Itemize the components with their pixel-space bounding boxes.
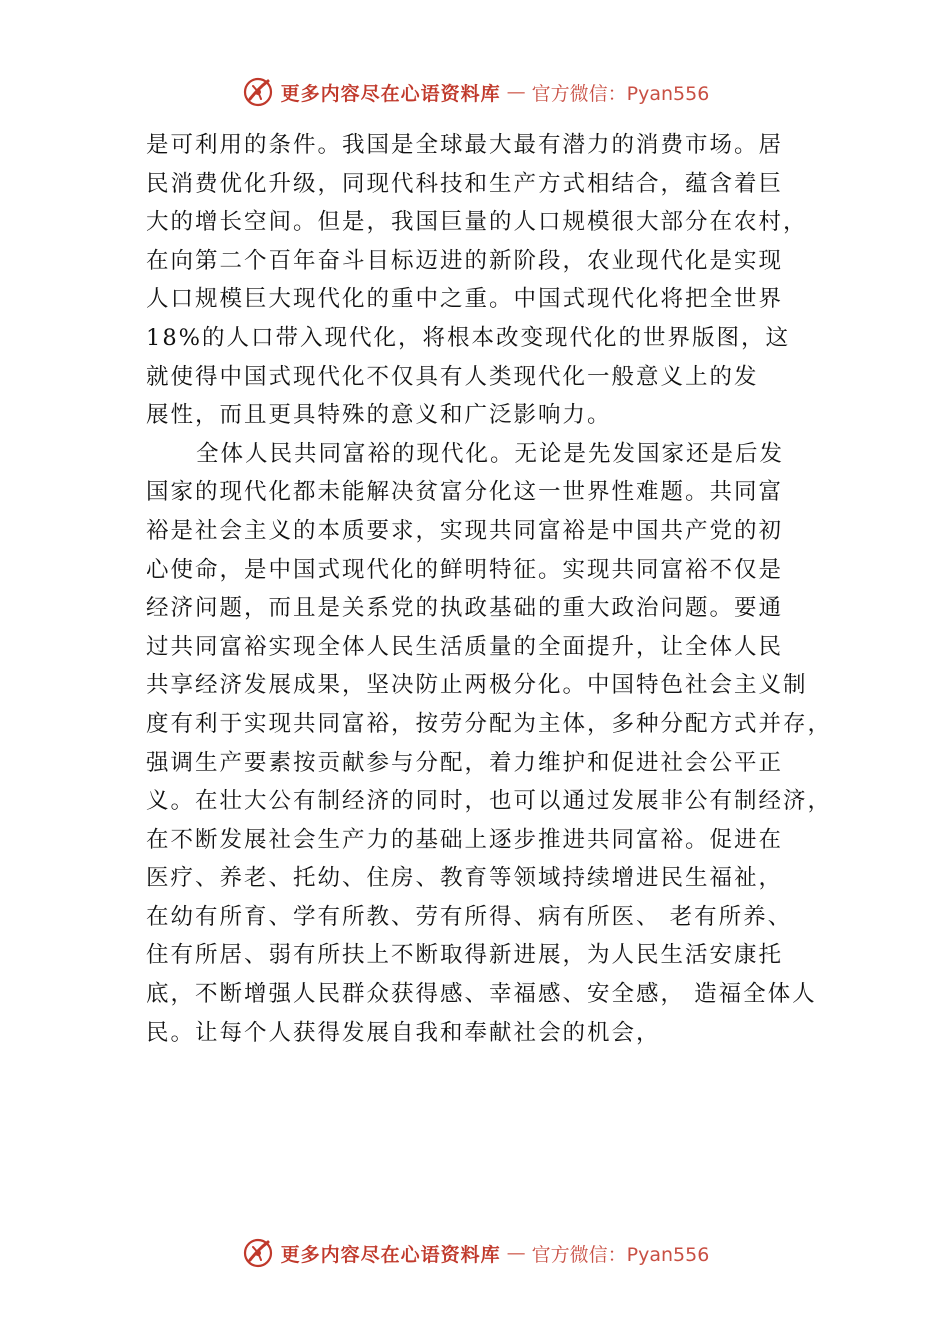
text-line: 义。在壮大公有制经济的同时，也可以通过发展非公有制经济， xyxy=(146,788,833,815)
header-banner xyxy=(0,72,950,112)
text-line: 度有利于实现共同富裕，按劳分配为主体，多种分配方式并存， xyxy=(146,710,833,737)
text-line: 经济问题，而且是关系党的执政基础的重大政治问题。要通 xyxy=(146,595,784,622)
text-line: 国家的现代化都未能解决贫富分化这一世界性难题。共同富 xyxy=(146,479,784,506)
text-line: 就使得中国式现代化不仅具有人类现代化一般意义上的发 xyxy=(146,363,759,390)
text-line: 强调生产要素按贡献参与分配，着力维护和促进社会公平正 xyxy=(146,749,784,776)
text-line: 在向第二个百年奋斗目标迈进的新阶段，农业现代化是实现 xyxy=(146,247,784,274)
text-line: 展性，而且更具特殊的意义和广泛影响力。 xyxy=(146,402,612,429)
text-line: 裕是社会主义的本质要求，实现共同富裕是中国共产党的初 xyxy=(146,517,784,544)
text-line: 民消费优化升级，同现代科技和生产方式相结合，蕴含着巨 xyxy=(146,170,784,197)
banner-wechat-id: 官方微信：Pyan556 xyxy=(531,1243,710,1266)
text-line: 心使命，是中国式现代化的鲜明特征。实现共同富裕不仅是 xyxy=(146,556,784,583)
text-line: 住有所居、弱有所扶上不断取得新进展，为人民生活安康托 xyxy=(146,942,784,969)
footer-banner xyxy=(0,1233,950,1273)
banner-separator: — xyxy=(506,81,526,103)
text-line: 是可利用的条件。我国是全球最大最有潜力的消费市场。居 xyxy=(146,132,784,158)
text-line: 共享经济发展成果，坚决防止两极分化。中国特色社会主义制 xyxy=(146,672,808,699)
banner-title: 更多内容尽在心语资料库 xyxy=(280,1243,501,1266)
text-line: 人口规模巨大现代化的重中之重。中国式现代化将把全世界 xyxy=(146,286,784,313)
text-line: 医疗、养老、托幼、住房、教育等领域持续增进民生福祉， xyxy=(146,865,784,892)
text-line: 在幼有所育、学有所教、劳有所得、病有所医、 老有所养、 xyxy=(146,903,793,930)
banner-wechat-id: 官方微信：Pyan556 xyxy=(531,82,710,105)
banner-title: 更多内容尽在心语资料库 xyxy=(280,82,501,105)
banner-separator: — xyxy=(506,1242,526,1264)
text-line: 底，不断增强人民群众获得感、幸福感、安全感， 造福全体人 xyxy=(146,981,817,1008)
text-line: 民。让每个人获得发展自我和奉献社会的机会， xyxy=(146,1019,661,1046)
text-line: 大的增长空间。但是，我国巨量的人口规模很大部分在农村， xyxy=(146,209,808,236)
document-body xyxy=(146,126,836,1052)
text-line: 18%的人口带入现代化，将根本改变现代化的世界版图，这 xyxy=(146,324,791,351)
paragraph-start-line: 全体人民共同富裕的现代化。无论是先发国家还是后发 xyxy=(196,440,785,467)
brush-seal-logo-icon xyxy=(241,1236,275,1270)
text-line: 过共同富裕实现全体人民生活质量的全面提升，让全体人民 xyxy=(146,633,784,660)
brush-seal-logo-icon xyxy=(241,75,275,109)
text-line: 在不断发展社会生产力的基础上逐步推进共同富裕。促进在 xyxy=(146,826,784,853)
